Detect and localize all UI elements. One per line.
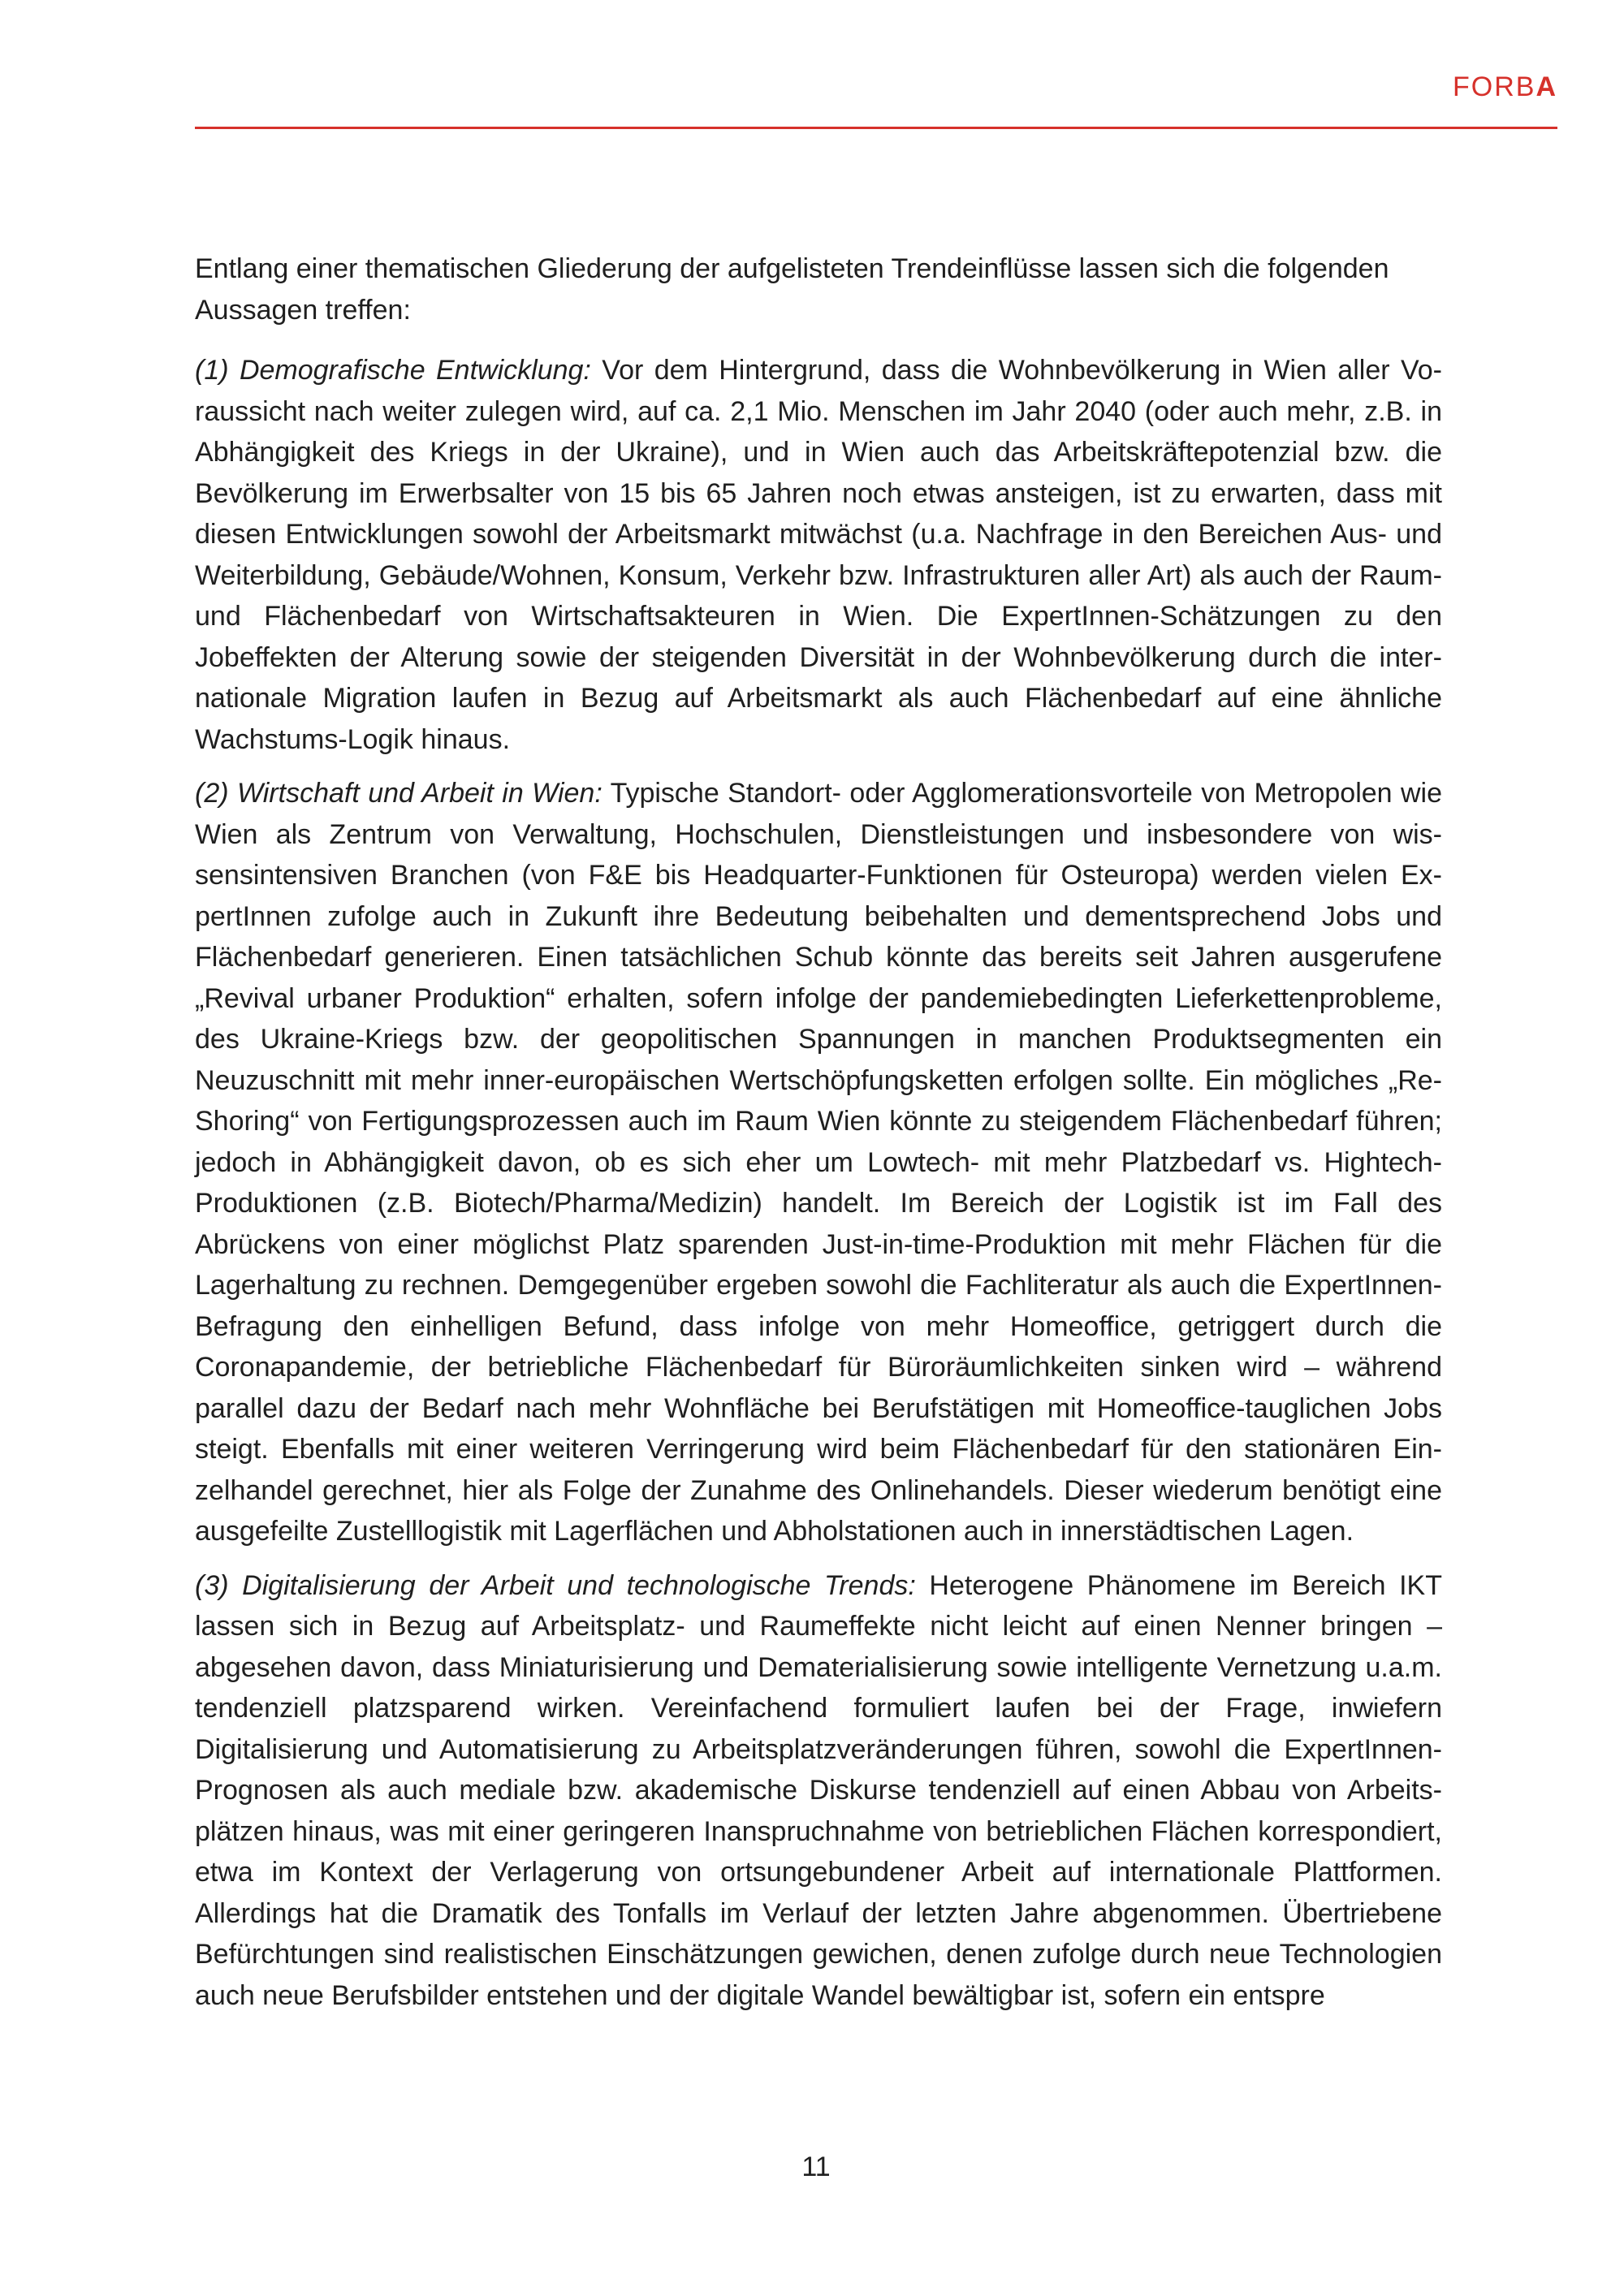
forba-logo: [1453, 73, 1557, 101]
intro-paragraph: Entlang einer thematischen Gliederung der aufgelisteten Trendeinflüsse lassen sich die folgenden Aussagen treffen:: [195, 253, 1389, 326]
logo-text-bold: A: [1535, 71, 1557, 102]
page-number: 11: [801, 2151, 831, 2182]
body-text: [195, 248, 1442, 2016]
section-1-paragraph: [195, 350, 1442, 760]
section-2-paragraph: [195, 773, 1442, 1552]
section-2-heading: (2) Wirtschaft und Arbeit in Wien:: [195, 778, 603, 809]
header-rule: [195, 127, 1557, 129]
section-3-text: Heterogene Phänomene im Bereich IKT lassen sich in Bezug auf Arbeitsplatz- und Raumeffekte nicht leicht auf einen Nenner bringen – abgesehen davon, dass Miniaturisierung und Dematerialisierung sowie intelligente Vernetzung u.a.m. tendenziell platzsparend wirken. Vereinfachend formuliert laufen bei der Frage, inwiefern Digitalisierung und Automatisierung zu Arbeitsplatzveränderungen führen, sowohl die ExpertInnen-Prognosen als auch mediale bzw. akademische Diskurse tendenziell auf einen Abbau von Arbeitsplätzen hinaus, was mit einer geringeren Inanspruchnahme von betrieblichen Flächen korrespondiert, etwa im Kontext der Verlagerung von ortsungebundener Arbeit auf internationale Plattformen. Allerdings hat die Dramatik des Tonfalls im Verlauf der letzten Jahre abgenommen. Übertriebene Befürchtungen sind realistischen Einschätzungen gewichen, denen zufolge durch neue Technologien auch neue Berufsbilder entstehen und der digitale Wandel bewältigbar ist, sofern ein entspre: [195, 1569, 1442, 2011]
section-1-text: Vor dem Hintergrund, dass die Wohnbevölkerung in Wien aller Voraussicht nach weiter zulegen wird, auf ca. 2,1 Mio. Menschen im Jahr 2040 (oder auch mehr, z.B. in Abhängigkeit des Kriegs in der Ukraine), und in Wien auch das Arbeitskräftepotenzial bzw. die Bevölkerung im Erwerbsalter von 15 bis 65 Jahren noch etwas ansteigen, ist zu erwarten, dass mit diesen Entwicklungen sowohl der Arbeitsmarkt mitwächst (u.a. Nachfrage in den Bereichen Aus- und Weiterbildung, Gebäude/Wohnen, Konsum, Verkehr bzw. Infrastrukturen aller Art) als auch der Raum- und Flächenbedarf von Wirtschaftsakteuren in Wien. Die ExpertInnen-Schätzungen zu den Jobeffekten der Alterung sowie der steigenden Diversität in der Wohnbevölkerung durch die internationale Migration laufen in Bezug auf Arbeitsmarkt als auch Flächenbedarf auf eine ähnliche Wachstums-Logik hinaus.: [195, 355, 1442, 755]
section-3-heading: (3) Digitalisierung der Arbeit und technologische Trends:: [195, 1569, 916, 1601]
logo-text-regular: FORB: [1452, 71, 1536, 102]
section-2-text: Typische Standort- oder Agglomerationsvorteile von Metropolen wie Wien als Zentrum von Verwaltung, Hochschulen, Dienstleistungen und insbesondere von wissensintensiven Branchen (von F&E bis Headquarter-Funktionen für Osteuropa) werden vielen ExpertInnen zufolge auch in Zukunft ihre Bedeutung beibehalten und dementsprechend Jobs und Flächenbedarf generieren. Einen tatsächlichen Schub könnte das bereits seit Jahren ausgerufene „Revival urbaner Produktion“ erhalten, sofern infolge der pandemiebedingten Lieferkettenprobleme, des Ukraine-Kriegs bzw. der geopolitischen Spannungen in manchen Produktsegmenten ein Neuzuschnitt mit mehr inner-europäischen Wertschöpfungsketten erfolgen sollte. Ein mögliches „Re-Shoring“ von Fertigungsprozessen auch im Raum Wien könnte zu steigendem Flächenbedarf führen; jedoch in Abhängigkeit davon, ob es sich eher um Lowtech- mit mehr Platzbedarf vs. Hightech-Produktionen (z.B. Biotech/Pharma/Medizin) handelt. Im Bereich der Logistik ist im Fall des Abrückens von einer möglichst Platz sparenden Just-in-time-Produktion mit mehr Flächen für die Lagerhaltung zu rechnen. Demgegenüber ergeben sowohl die Fachliteratur als auch die ExpertInnen-Befragung den einhelligen Befund, dass infolge von mehr Homeoffice, getriggert durch die Coronapandemie, der betriebliche Flächenbedarf für Büroräumlichkeiten sinken wird – während parallel dazu der Bedarf nach mehr Wohnfläche bei Berufstätigen mit Homeoffice-tauglichen Jobs steigt. Ebenfalls mit einer weiteren Verringerung wird beim Flächenbedarf für den stationären Einzelhandel gerechnet, hier als Folge der Zunahme des Onlinehandels. Dieser wiederum benötigt eine ausgefeilte Zustelllogistik mit Lagerflächen und Abholstationen auch in innerstädtischen Lagen.: [195, 778, 1442, 1547]
section-1-heading: (1) Demografische Entwicklung:: [195, 355, 591, 386]
section-3-paragraph: [195, 1565, 1442, 2017]
